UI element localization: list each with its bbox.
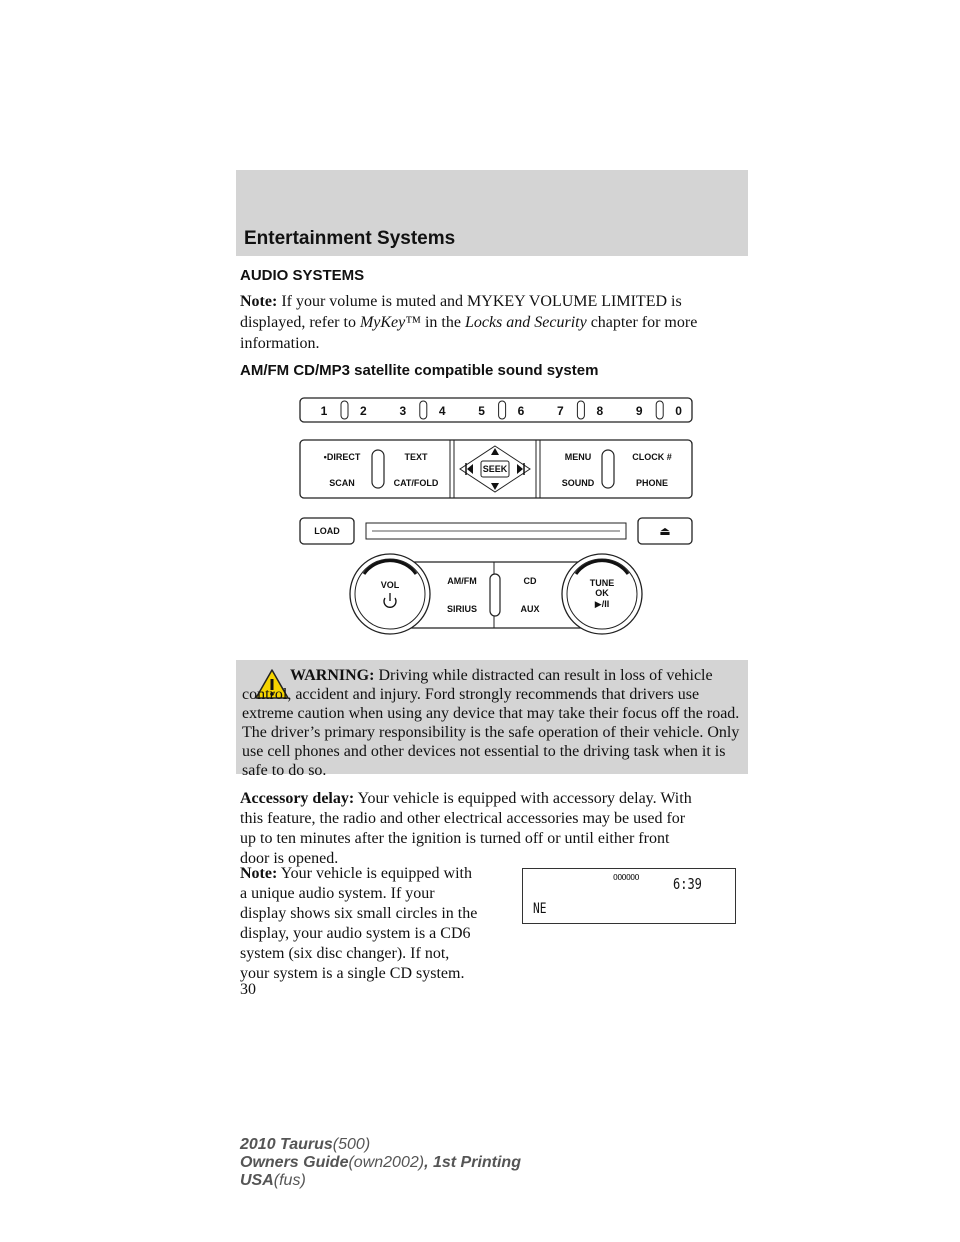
cd-button: CD [523, 576, 537, 586]
note2-line-5: system (six disc changer). If not, [240, 945, 450, 962]
note2-line-2: a unique audio system. If your [240, 885, 435, 902]
audio-systems-heading: AUDIO SYSTEMS [240, 267, 365, 284]
warning-body: Driving while distracted can result in loss of vehicle control, accident and injury. Ford strongly recommends that drivers use extreme caution when using any device that may take their focus off the road. The driver’s primary responsibility is the safe operation of their vehicle. Only use cell phones and other devices not essential to the driving task when it is safe to do so. [242, 667, 740, 779]
footer-printing: , 1st Printing [424, 1154, 521, 1171]
note-line-1: If your volume is muted and MYKEY VOLUME LIMITED is [281, 293, 682, 310]
ok-label: OK [595, 588, 609, 598]
accessory-line-4: door is opened. [240, 850, 339, 867]
warning-box [236, 660, 748, 779]
seek-label: SEEK [482, 464, 508, 474]
note-line-2b: in the [420, 314, 465, 331]
preset-button-8: 8 [596, 404, 604, 418]
tune-knob [562, 554, 642, 634]
note-label: Note: [240, 293, 278, 310]
page-number: 30 [240, 981, 256, 998]
phone-button: PHONE [635, 478, 669, 488]
direct-button: •DIRECT [323, 452, 361, 462]
footer-model: 2010 Taurus [240, 1136, 333, 1153]
load-button: LOAD [314, 526, 340, 536]
menu-button: MENU [564, 452, 592, 462]
clock-button: CLOCK # [632, 452, 672, 462]
note2-label: Note: [240, 865, 278, 882]
preset-button-1: 1 [320, 404, 328, 418]
cd6-note [240, 864, 510, 983]
eject-icon: ⏏ [659, 524, 671, 538]
amfm-button: AM/FM [447, 576, 477, 586]
note2-line-4: display, your audio system is a CD6 [240, 925, 471, 942]
cat-fold-button: CAT/FOLD [393, 478, 439, 488]
text-button: TEXT [404, 452, 428, 462]
preset-divider [499, 401, 506, 419]
preset-bar [300, 398, 692, 422]
play-pause-icon: ▶/II [594, 599, 610, 609]
vol-label: VOL [380, 580, 400, 590]
preset-button-0: 0 [675, 404, 682, 418]
footer-guide-code: (own2002) [348, 1154, 425, 1171]
note-line-2c: chapter for more [586, 314, 698, 331]
preset-divider [341, 401, 348, 419]
accessory-delay-paragraph [240, 789, 750, 868]
aux-button: AUX [520, 604, 540, 614]
preset-button-6: 6 [517, 404, 525, 418]
preset-divider [577, 401, 584, 419]
preset-button-2: 2 [360, 404, 367, 418]
sirius-button: SIRIUS [446, 604, 478, 614]
radio-display-illustration [522, 868, 736, 924]
sound-system-heading: AM/FM CD/MP3 satellite compatible sound system [240, 362, 599, 379]
preset-button-3: 3 [399, 404, 407, 418]
preset-button-7: 7 [557, 404, 564, 418]
footer-guide: Owners Guide [240, 1154, 349, 1171]
scan-button: SCAN [329, 478, 355, 488]
preset-button-9: 9 [635, 404, 643, 418]
note-line-3: information. [240, 335, 320, 352]
preset-divider [656, 401, 663, 419]
accessory-line-2: this feature, the radio and other electrical accessories may be used for [240, 810, 686, 827]
accessory-line-1: Your vehicle is equipped with accessory delay. With [357, 790, 692, 807]
document-footer [240, 1136, 521, 1190]
accessory-line-3: up to ten minutes after the ignition is turned off or until either front [240, 830, 670, 847]
section-title: Entertainment Systems [244, 228, 456, 249]
warning-label: WARNING: [290, 667, 375, 684]
note2-line-6: your system is a single CD system. [240, 965, 465, 982]
tune-label: TUNE [589, 578, 615, 588]
note-line-2a: displayed, refer to [240, 314, 360, 331]
footer-region-code: (fus) [273, 1172, 306, 1189]
vol-knob [350, 554, 430, 634]
footer-region: USA [240, 1172, 274, 1189]
disc-circles-indicator: OOOOOO [613, 873, 639, 882]
sound-button: SOUND [561, 478, 595, 488]
note2-line-1: Your vehicle is equipped with [280, 865, 472, 882]
note2-line-3: display shows six small circles in the [240, 905, 478, 922]
warning-text [242, 666, 742, 780]
preset-button-5: 5 [478, 404, 485, 418]
preset-divider [420, 401, 427, 419]
accessory-label: Accessory delay: [240, 790, 355, 807]
display-heading: NE [533, 901, 547, 917]
preset-button-4: 4 [438, 404, 446, 418]
footer-model-code: (500) [332, 1136, 371, 1153]
locks-security-ref: Locks and Security [464, 314, 587, 331]
mykey-ref: MyKey™ [359, 314, 421, 331]
display-time: 6:39 [673, 875, 702, 893]
